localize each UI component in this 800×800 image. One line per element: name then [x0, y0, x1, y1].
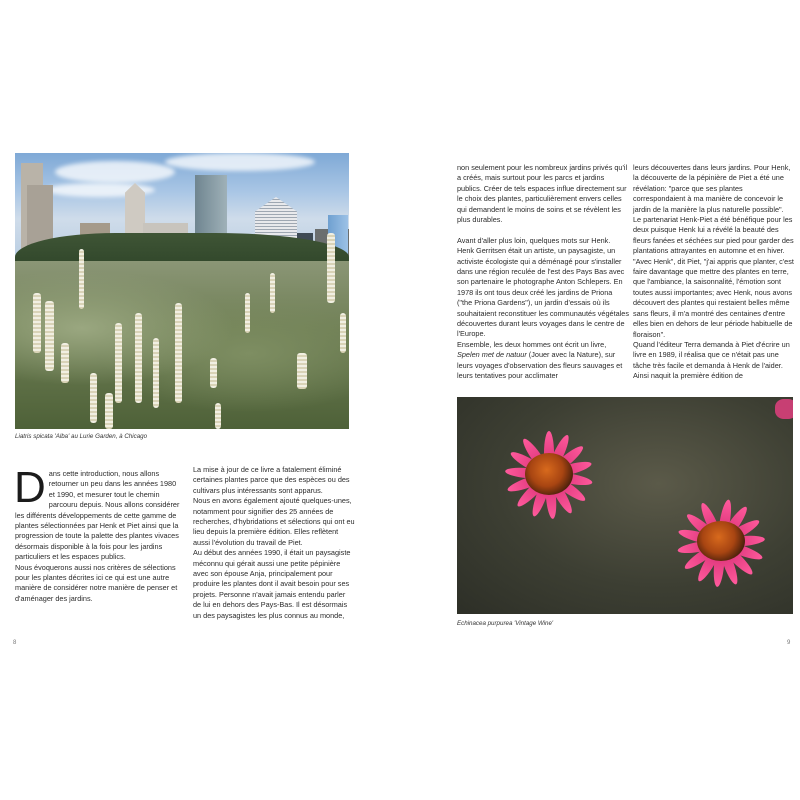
flower-spike: [90, 373, 97, 423]
cloud: [165, 153, 315, 171]
right-column-2: [633, 163, 797, 382]
paragraph: Nous évoquerons aussi nos critères de sélections pour les plantes décrites ici ce qui est une autre manière de considérer notre manière de penser et d'aménager des jardins.: [15, 562, 178, 603]
right-page: [400, 0, 800, 800]
flower-spike: [61, 343, 69, 383]
flower-spike: [210, 358, 217, 388]
paragraph: Au début des années 1990, il était un paysagiste méconnu qui gérait aussi une petite pépinière avec son épouse Anja, principalement pour produire les plantes dont il avait besoin pour ses projets. Personne n'avait jamais entendu parler de lui en dehors des Pays-Bas. Il est désormais un des paysagistes les plus connus au monde,: [193, 548, 351, 620]
page-number: 9: [787, 640, 791, 646]
cloud: [55, 161, 175, 183]
flower-spike: [153, 338, 159, 408]
text: Ensemble, les deux hommes ont écrit un livre,: [457, 339, 607, 349]
flower-spike: [327, 233, 335, 303]
paragraph: [457, 340, 629, 382]
flower-spike: [135, 313, 142, 403]
left-column-1: [14, 463, 182, 604]
paragraph: Avant d'aller plus loin, quelques mots sur Henk. Henk Gerritsen était un artiste, un paysagiste, un activiste écologiste qui a déménagé pour s'installer dans une région reculée de l'est des Pays Bas avec son partenaire le photographe Anton Schlepers. En 1978 ils ont tous deux créé les jardins de Priona ("the Priona Gardens"), un jardin d'essais où ils souhaitaient reconstituer les communautés végétales découvertes durant leurs voyages dans le centre de l'Europe.: [457, 235, 629, 339]
paragraph: Nous en avons également ajouté quelques-unes, notamment pour signifier des 25 années de recherches, d'hybridations et sélections qui ont eu lieu depuis la première édition. Elles reflètent aussi l'évolution du travail de Piet.: [193, 496, 355, 547]
flower-cone: [525, 453, 573, 495]
paragraph: Quand l'éditeur Terra demanda à Piet d'écrire un livre en 1989, il réalisa que ce n'était pas une tâche très facile et demanda à Henk de l'aider. Ainsi naquit la première édition de: [633, 339, 790, 381]
paragraph: La mise à jour de ce livre a fatalement éliminé certaines plantes parce que des espèces ou des cultivars plus intéressants sont apparus.: [193, 465, 350, 495]
flower-spike: [45, 301, 54, 371]
paragraph: non seulement pour les nombreux jardins privés qu'il a créés, mais surtout pour les parcs et jardins publics. Créer de tels espaces influe directement sur le choix des plantes, particulièrement envers celles qui demandent le moins de soins et se révèlent les plus durables.: [457, 163, 628, 225]
paragraph: Le partenariat Henk-Piet a été bénéfique pour les deux puisque Henk lui a révélé la beauté des fleurs fanées et séchées sur pied pour garder des plantations attrayantes en automne et en hiver. "Avec Henk", dit Piet, "j'ai appris que planter, c'est faire davantage que mettre des plantes en terre, que l'ambiance, la saisonnalité, l'émotion sont toutes aussi importantes; avec Henk, nous avons découvert des plantes qui restaient belles même sans fleurs, il m'a montré des centaines d'entre elles bien en dehors de leur période habituelle de floraison".: [633, 215, 794, 339]
flower-spike: [105, 393, 113, 429]
flower-spike: [340, 313, 346, 353]
echinacea-photo: [457, 397, 793, 614]
flower-spike: [33, 293, 41, 353]
paragraph: ans cette introduction, nous allons retourner un peu dans les années 1980 et 1990, et mesurer tout le chemin parcouru depuis. Nous allons considérer les différents développements de cette gamme de plantes sélectionnées par Henk et Piet ainsi que la progression de toute la palette des plantes vivaces désormais disponible à la fois pour les jardins particuliers et les espaces publics.: [15, 469, 180, 562]
flower-spike: [270, 273, 275, 313]
drop-cap: D: [14, 463, 46, 512]
flower-cone: [697, 521, 745, 561]
garden-photo-caption: Liatris spicata 'Alba' au Lurie Garden, à Chicago: [15, 433, 148, 440]
flower-spike: [79, 249, 84, 309]
page-number: 8: [13, 640, 17, 646]
flower-spike: [175, 303, 182, 403]
flower-spike: [245, 293, 250, 333]
text: (Jouer avec la Nature), sur leurs voyages d'observation des fleurs sauvages et leurs tentatives pour acclimater: [457, 350, 623, 381]
book-title: Spelen met de natuur: [457, 350, 527, 360]
garden-photo: [15, 153, 349, 429]
paragraph: leurs découvertes dans leurs jardins. Pour Henk, la découverte de la pépinière de Piet a été une révélation: "parce que ses plantes correspondaient à ma manière de concevoir le jardin de la manière la plus naturelle possible".: [633, 163, 791, 214]
echinacea-photo-caption: Echinacea purpurea 'Vintage Wine': [457, 620, 554, 627]
flower-spike: [215, 403, 221, 429]
flower-petal-fragment: [775, 399, 793, 419]
flower-spike: [115, 323, 122, 403]
right-column-1: [457, 163, 629, 382]
flower-spike: [297, 353, 307, 389]
left-column-2: [193, 465, 355, 621]
